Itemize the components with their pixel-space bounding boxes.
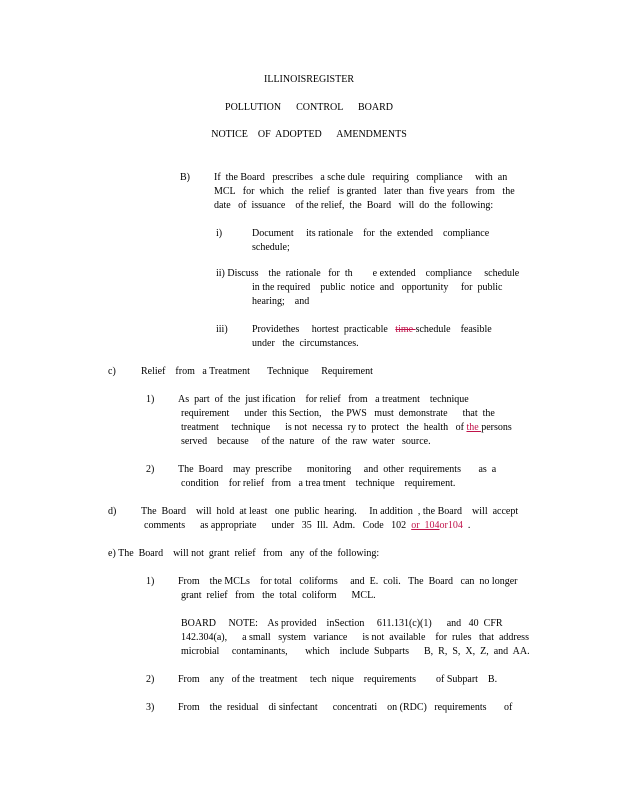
c1-label: 1): [146, 394, 155, 405]
e1-line2: grant relief from the total coliform MCL.: [181, 590, 376, 601]
header-board: POLLUTION CONTROL BOARD: [225, 102, 393, 113]
item-i-line2: schedule;: [252, 242, 290, 253]
section-c-label: c): [108, 366, 116, 377]
section-b-line3: date of issuance of the relief, the Board will do the following:: [214, 200, 494, 211]
section-d-line2-text: comments as appropriate under 35 Ill. Adm. Code 102: [144, 520, 412, 531]
section-d-label: d): [108, 506, 117, 517]
section-d-line2-end: .: [462, 520, 471, 531]
deleted-text: time: [395, 324, 416, 335]
section-c-title: Relief from a Treatment Technique Requirement: [141, 366, 373, 377]
board-note-line3: microbial contaminants, which include Subparts B, R, S, X, Z, and AA.: [181, 646, 530, 657]
section-b-line2: MCL for which the relief is granted later than five years from the: [214, 186, 515, 197]
item-iii-text-post: schedule feasible: [415, 324, 492, 335]
e3-label: 3): [146, 702, 155, 713]
e2-line1: From any of the treatment tech nique requirements of Subpart B.: [178, 674, 498, 685]
item-ii-line1: ii) Discuss the rationale for th e extended compliance schedule: [216, 268, 520, 279]
e1-line1: From the MCLs for total coliforms and E. coli. The Board can no longer: [178, 576, 518, 587]
inserted-text: or 104: [411, 520, 440, 531]
c1-line3: [181, 422, 512, 434]
board-note-line1: BOARD NOTE: As provided inSection 611.131(c)(1) and 40 CFR: [181, 618, 503, 629]
section-b-label: B): [180, 172, 190, 183]
e1-label: 1): [146, 576, 155, 587]
item-ii-line3: hearing; and: [252, 296, 310, 307]
item-i-line1: Document its rationale for the extended compliance: [252, 228, 490, 239]
c2-line1: The Board may prescribe monitoring and other requirements as a: [178, 464, 497, 475]
item-ii-line2: in the required public notice and opportunity for public: [252, 282, 503, 293]
c1-line4: served because of the nature of the raw water source.: [181, 436, 431, 447]
inserted-text: the: [466, 422, 482, 433]
item-iii-line1: [252, 324, 492, 336]
header-notice: NOTICE OF ADOPTED AMENDMENTS: [211, 129, 407, 140]
c2-label: 2): [146, 464, 155, 475]
inserted-text-2: or104: [439, 520, 463, 531]
item-iii-label: iii): [216, 324, 228, 335]
item-iii-line2: under the circumstances.: [252, 338, 359, 349]
section-d-line2: [144, 520, 470, 532]
e2-label: 2): [146, 674, 155, 685]
c2-line2: condition for relief from a trea tment technique requirement.: [181, 478, 456, 489]
c1-line3-end: persons: [481, 422, 512, 433]
e3-line1: From the residual di sinfectant concentrati on (RDC) requirements of: [178, 702, 513, 713]
section-d-line1: The Board will hold at least one public hearing. In addition , the Board will accept: [141, 506, 519, 517]
board-note-line2: 142.304(a), a small system variance is not available for rules that address: [181, 632, 529, 643]
item-i-label: i): [216, 228, 223, 239]
item-iii-text-pre: Providethes hortest practicable: [252, 324, 396, 335]
c1-line2: requirement under this Section, the PWS must demonstrate that the: [181, 408, 495, 419]
c1-line1: As part of the just ification for relief from a treatment technique: [178, 394, 469, 405]
c1-line3-text: treatment technique is not necessa ry to protect the health of: [181, 422, 467, 433]
section-b-line1: If the Board prescribes a sche dule requiring compliance with an: [214, 172, 508, 183]
section-e-line1: e) The Board will not grant relief from any of the following:: [108, 548, 380, 559]
header-register: ILLINOISREGISTER: [264, 74, 354, 85]
